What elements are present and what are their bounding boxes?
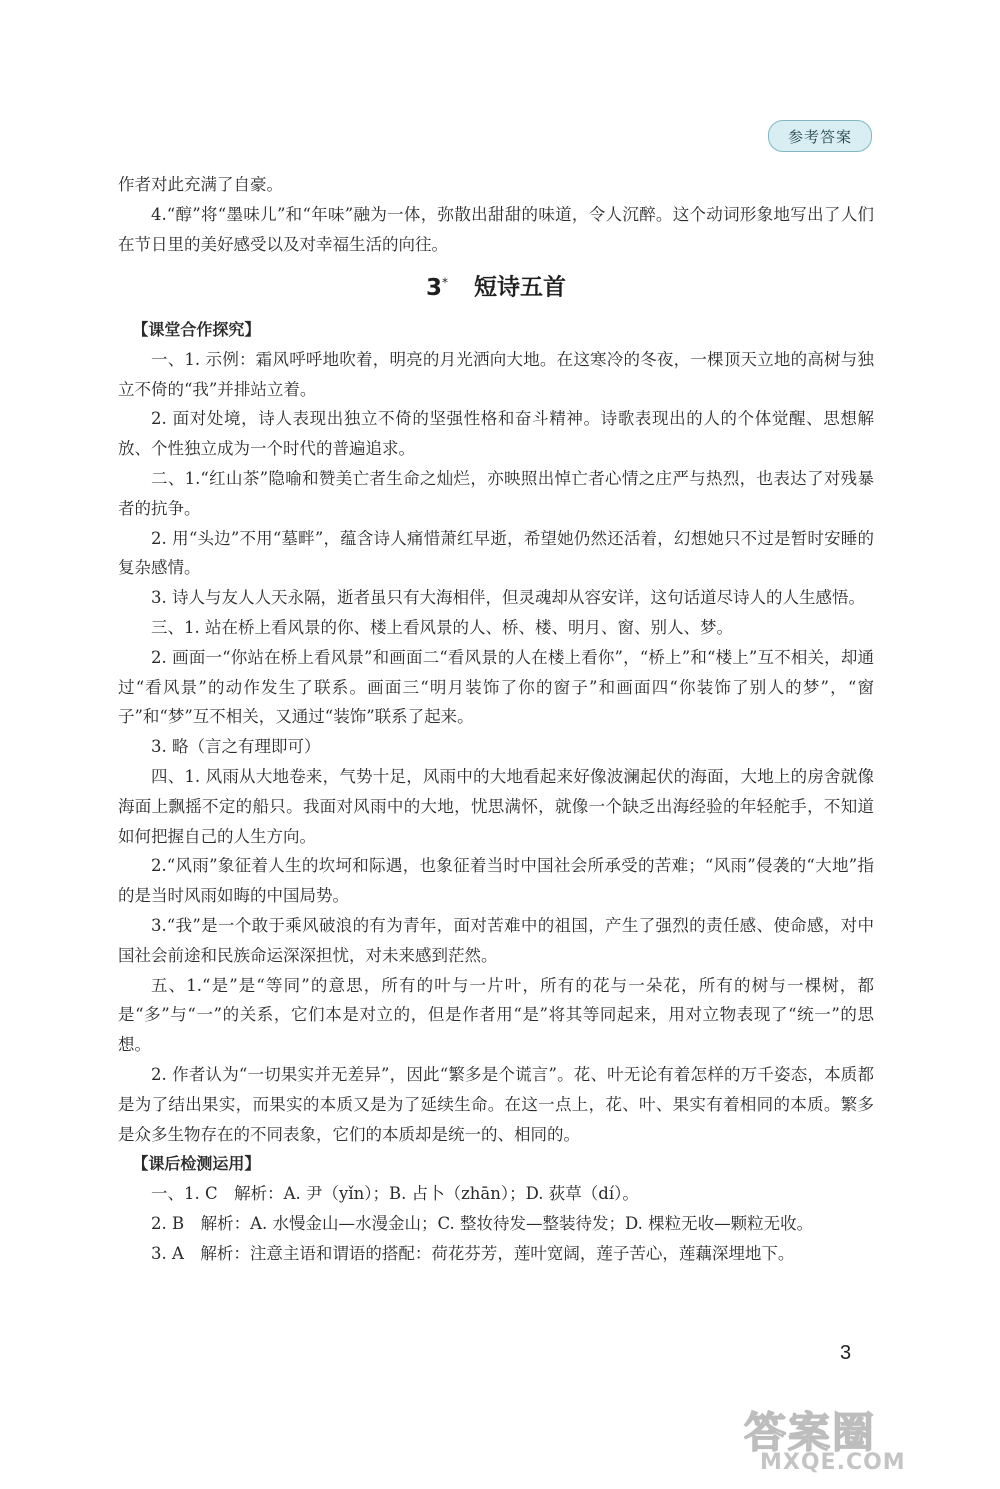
answer-item: 三、1. 站在桥上看风景的你、楼上看风景的人、桥、楼、明月、窗、别人、梦。 xyxy=(151,618,733,638)
lesson-mark: * xyxy=(442,275,448,290)
answer-item: 3. A 解析：注意主语和谓语的搭配：荷花芬芳，莲叶宽阔，莲子苦心，莲藕深埋地下。 xyxy=(151,1243,795,1263)
lesson-title xyxy=(118,267,874,303)
lesson-name: 短诗五首 xyxy=(474,275,566,302)
lesson-number: 3 xyxy=(425,275,442,302)
watermark-domain: MXQE.COM xyxy=(760,1450,906,1475)
section-heading-after-class: 【课后检测运用】 xyxy=(132,1154,261,1174)
watermark-logo-text: 答案圈 xyxy=(744,1408,877,1457)
answer-key-badge: 参考答案 xyxy=(768,120,872,152)
answer-item: 2. 用“头边”不用“墓畔”，蕴含诗人痛惜萧红早逝，希望她仍然还活着，幻想她只不过是暂时安睡的复杂感情。 xyxy=(118,528,874,578)
answer-item: 3. 诗人与友人人天永隔，逝者虽只有大海相伴，但灵魂却从容安详，这句话道尽诗人的人生感悟。 xyxy=(151,588,865,608)
answer-item: 2.“风雨”象征着人生的坎坷和际遇，也象征着当时中国社会所承受的苦难；“风雨”侵袭的“大地”指的是当时风雨如晦的中国局势。 xyxy=(118,856,874,906)
site-watermark xyxy=(740,1400,990,1480)
page-content xyxy=(118,170,874,1269)
answer-item: 2. 画面一“你站在桥上看风景”和画面二“看风景的人在楼上看你”，“桥上”和“楼上”互不相关，却通过“看风景”的动作发生了联系。画面三“明月装饰了你的窗子”和画面四“你装饰了别人的梦”，“窗子”和“梦”互不相关，又通过“装饰”联系了起来。 xyxy=(118,647,874,727)
answer-item: 二、1.“红山茶”隐喻和赞美亡者生命之灿烂，亦映照出悼亡者心情之庄严与热烈，也表达了对残暴者的抗争。 xyxy=(118,469,874,518)
answer-item: 3. 略（言之有理即可） xyxy=(151,737,321,757)
page-number: 3 xyxy=(840,1342,852,1364)
answer-item: 2. 面对处境，诗人表现出独立不倚的坚强性格和奋斗精神。诗歌表现出的人的个体觉醒、思想解放、个性独立成为一个时代的普遍追求。 xyxy=(118,409,874,459)
answer-item: 3.“我”是一个敢于乘风破浪的有为青年，面对苦难中的祖国，产生了强烈的责任感、使命感，对中国社会前途和民族命运深深担忧，对未来感到茫然。 xyxy=(118,915,874,965)
answer-item: 2. B 解析：A. 水慢金山—水漫金山；C. 整妆待发—整装待发；D. 棵粒无收—颗粒无收。 xyxy=(151,1213,814,1233)
answer-item: 2. 作者认为“一切果实并无差异”，因此“繁多是个谎言”。花、叶无论有着怎样的万千姿态，本质都是为了结出果实，而果实的本质又是为了延续生命。在这一点上，花、叶、果实有着相同的本质。繁多是众多生物存在的不同表象，它们的本质却是统一的、相同的。 xyxy=(118,1064,874,1144)
intro-item-4: 4.“醇”将“墨味儿”和“年味”融为一体，弥散出甜甜的味道，令人沉醉。这个动词形象地写出了人们在节日里的美好感受以及对幸福生活的向往。 xyxy=(118,204,874,254)
intro-line-1: 作者对此充满了自豪。 xyxy=(118,175,283,194)
answer-item: 五、1.“是”是“等同”的意思，所有的叶与一片叶，所有的花与一朵花，所有的树与一棵树，都是“多”与“一”的关系，它们本是对立的，但是作者用“是”将其等同起来，用对立物表现了“统一”的思想。 xyxy=(118,975,874,1055)
answer-item: 一、1. C 解析：A. 尹（yǐn）；B. 占卜（zhān）；D. 荻草（dí）。 xyxy=(151,1184,639,1204)
answer-item: 一、1. 示例：霜风呼呼地吹着，明亮的月光洒向大地。在这寒冷的冬夜，一棵顶天立地的高树与独立不倚的“我”并排站立着。 xyxy=(118,349,874,399)
section-heading-classroom: 【课堂合作探究】 xyxy=(132,320,261,340)
answer-item: 四、1. 风雨从大地卷来，气势十足，风雨中的大地看起来好像波澜起伏的海面，大地上的房舍就像海面上飘摇不定的船只。我面对风雨中的大地，忧思满怀，就像一个缺乏出海经验的年轻舵手，不知道如何把握自己的人生方向。 xyxy=(118,767,874,846)
